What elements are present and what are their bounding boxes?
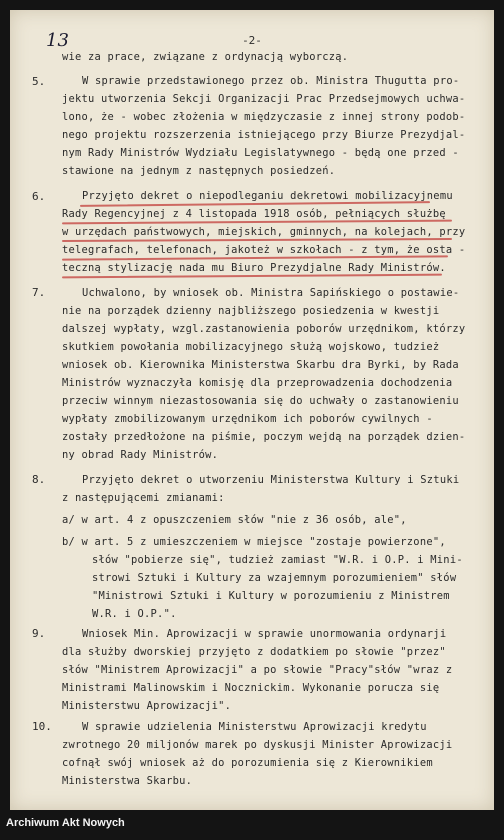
text-line: słów "pobierze się", tudzież zamiast "W.R. i O.P. i Mini- [92, 554, 463, 566]
text-line: stawione na jednym z następnych posiedzeń. [62, 165, 336, 177]
text-line: wypłaty zmobilizowanym urzędnikom ich poborów cywilnych - [62, 413, 433, 425]
text-line: dalszej wypłaty, wzgl.zastanowienia poborów urzędnikom, którzy [62, 323, 466, 335]
text-line: Przyjęto dekret o niepodleganiu dekretowi mobilizacyjnemu [82, 190, 453, 202]
text-line: Uchwalono, by wniosek ob. Ministra Sapińskiego o postawie- [82, 287, 460, 299]
text-line: dla służby dworskiej przyjęto z dodatkiem po słowie "przez" [62, 646, 446, 658]
text-line: nego projektu rozszerzenia istniejącego przy Biurze Prezydjal- [62, 129, 466, 141]
document-page [10, 10, 494, 810]
text-line: a/ w art. 4 z opuszczeniem słów "nie z 36 osób, ale", [62, 514, 407, 526]
text-line: przeciw winnym niezastosowania się do uchwały o zastanowieniu [62, 395, 459, 407]
text-line: Wniosek Min. Aprowizacji w sprawie unormowania ordynarji [82, 628, 447, 640]
text-line: ny obrad Rady Ministrów. [62, 449, 219, 461]
text-line: cofnął swój wniosek aż do porozumienia się z Kierownikiem [62, 757, 433, 769]
text-line: wniosek ob. Kierownika Ministerstwa Skarbu dra Byrki, by Rada [62, 359, 459, 371]
text-line: zwrotnego 20 miljonów marek po dyskusji Minister Aprowizacji [62, 739, 453, 751]
text-line: nie na porządek dzienny najbliższego posiedzenia w kwestji [62, 305, 440, 317]
text-line: telegrafach, telefonach, jakoteż w szkołach - z tym, że osta - [62, 244, 466, 256]
text-line: jektu utworzenia Sekcji Organizacji Prac Przedsejmowych uchwa- [62, 93, 466, 105]
archive-footer [0, 810, 504, 840]
text-line: Rady Regencyjnej z 4 listopada 1918 osób, pełniących służbę [62, 208, 446, 220]
item-number-7: 7. [32, 286, 46, 299]
archive-name: Archiwum Akt Nowych [6, 817, 125, 829]
text-line: Ministerstwa Skarbu. [62, 775, 193, 787]
text-line: Ministerstwu Aprowizacji". [62, 700, 232, 712]
handwritten-page-number: 13 [46, 30, 69, 51]
text-line: Ministrów wyznaczyła komisję dla przeprowadzenia dochodzenia [62, 377, 453, 389]
text-line: nym Rady Ministrów Wydziału Legislatywnego - będą one przed - [62, 147, 459, 159]
text-line: W sprawie udzielenia Ministerstwu Aprowizacji kredytu [82, 721, 427, 733]
text-line: lono, że - wobec złożenia w międzyczasie z innej strony podob- [62, 111, 466, 123]
item-number-9: 9. [32, 627, 46, 640]
text-line: teczną stylizację nada mu Biuro Prezydjalne Rady Ministrów. [62, 262, 446, 274]
text-line: Ministrami Malinowskim i Nocznickim. Wykonanie porucza się [62, 682, 440, 694]
page-number: -2- [242, 34, 262, 47]
text-line: Przyjęto dekret o utworzeniu Ministerstwa Kultury i Sztuki [82, 474, 460, 486]
text-line: b/ w art. 5 z umieszczeniem w miejsce "zostaje powierzone", [62, 536, 446, 548]
text-line: W sprawie przedstawionego przez ob. Ministra Thugutta pro- [82, 75, 460, 87]
item-number-6: 6. [32, 190, 46, 203]
text-line: W.R. i O.P.". [92, 608, 177, 620]
text-line: słów "Ministrem Aprowizacji" a po słowie "Pracy"słów "wraz z [62, 664, 453, 676]
text-line: strowi Sztuki i Kultury za wzajemnym porozumieniem" słów [92, 572, 457, 584]
item-number-5: 5. [32, 75, 46, 88]
text-line: z następującemi zmianami: [62, 492, 225, 504]
text-line: wie za prace, związane z ordynacją wyborczą. [62, 51, 349, 63]
item-number-8: 8. [32, 473, 46, 486]
text-line: zostały przedłożone na piśmie, poczym wejdą na porządek dzien- [62, 431, 466, 443]
text-line: w urzędach państwowych, miejskich, gminnych, na kolejach, przy [62, 226, 466, 238]
text-line: "Ministrowi Sztuki i Kultury w porozumieniu z Ministrem [92, 590, 450, 602]
item-number-10: 10. [32, 720, 52, 733]
text-line: skutkiem powołania mobilizacyjnego służą wojskowo, tudzież [62, 341, 440, 353]
